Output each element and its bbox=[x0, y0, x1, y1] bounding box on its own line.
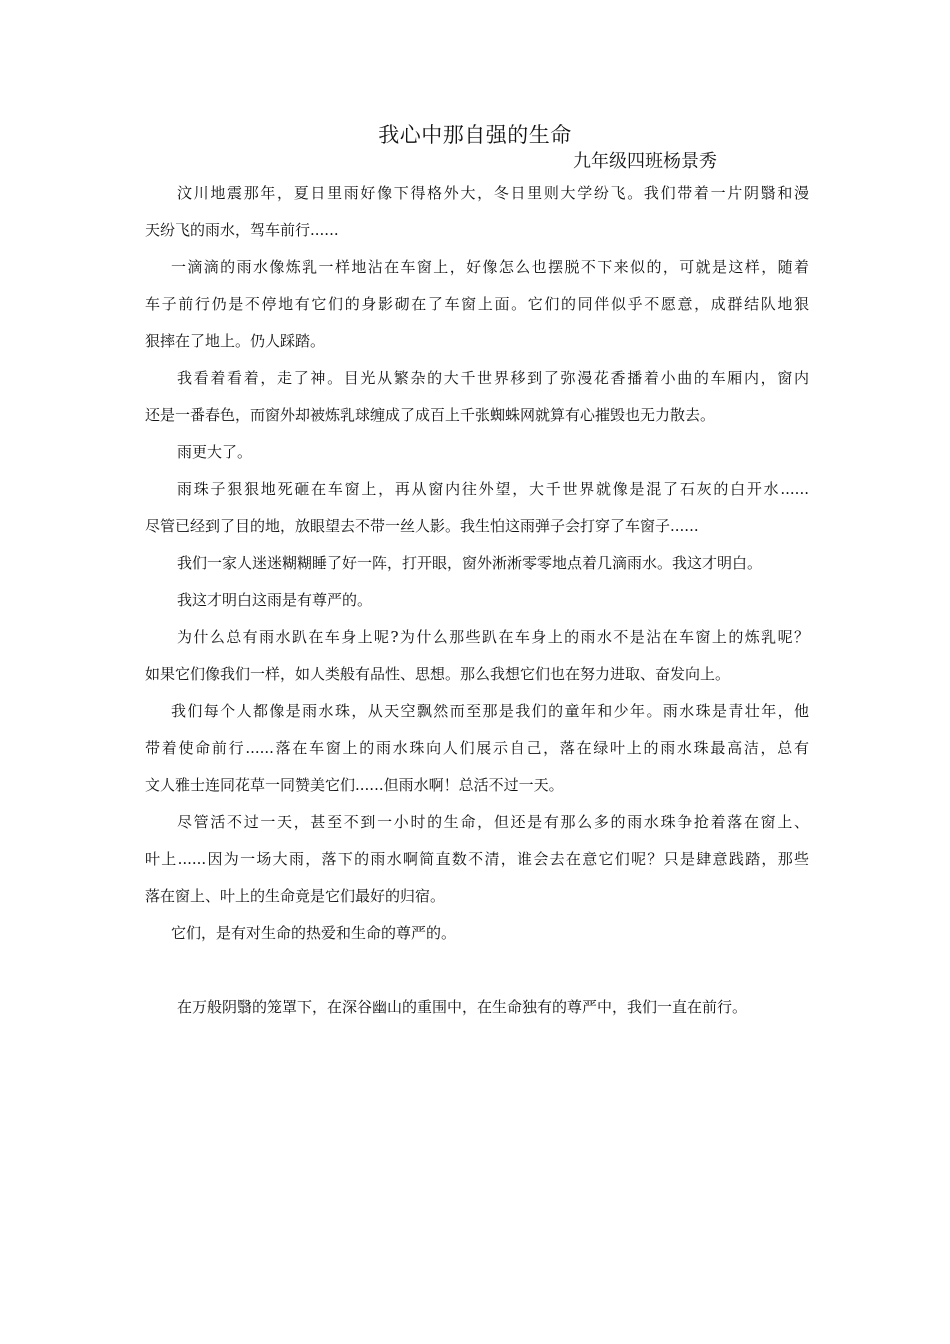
paragraph-8 bbox=[145, 619, 809, 693]
text-line: 带着使命前行......落在车窗上的雨水珠向人们展示自己，落在绿叶上的雨水珠最高洁，总有 bbox=[145, 739, 809, 757]
author-byline: 九年级四班杨景秀 bbox=[573, 151, 717, 172]
paragraph-2 bbox=[145, 249, 809, 360]
paragraph-10 bbox=[145, 804, 809, 915]
text-line: 落在窗上、叶上的生命竟是它们最好的归宿。 bbox=[145, 887, 446, 905]
text-line: 在万般阴翳的笼罩下，在深谷幽山的重围中，在生命独有的尊严中，我们一直在前行。 bbox=[177, 998, 748, 1016]
paragraph-4 bbox=[145, 434, 809, 471]
text-line: 我们每个人都像是雨水珠，从天空飘然而至那是我们的童年和少年。雨水珠是青壮年，他 bbox=[171, 702, 809, 720]
text-line: 我看着看着，走了神。目光从繁杂的大千世界移到了弥漫花香播着小曲的车厢内，窗内 bbox=[177, 369, 809, 387]
text-line: 文人雅士连同花草一同赞美它们......但雨水啊！总活不过一天。 bbox=[145, 776, 564, 794]
text-line: 车子前行仍是不停地有它们的身影砌在了车窗上面。它们的同伴似乎不愿意，成群结队地狠 bbox=[145, 295, 809, 313]
paragraph-9 bbox=[145, 693, 809, 804]
text-line: 汶川地震那年，夏日里雨好像下得格外大，冬日里则大学纷飞。我们带着一片阴翳和漫 bbox=[177, 184, 809, 202]
text-line: 一滴滴的雨水像炼乳一样地沾在车窗上，好像怎么也摆脱不下来似的，可就是这样，随着 bbox=[171, 258, 809, 276]
document-body bbox=[145, 175, 809, 1026]
text-line: 如果它们像我们一样，如人类般有品性、思想。那么我想它们也在努力进取、奋发向上。 bbox=[145, 665, 731, 683]
document-title: 我心中那自强的生命 bbox=[378, 123, 572, 147]
text-line: 狠摔在了地上。仍人踩踏。 bbox=[145, 332, 326, 350]
blank-line bbox=[145, 952, 809, 989]
paragraph-5 bbox=[145, 471, 809, 545]
text-line: 雨珠子狠狠地死砸在车窗上，再从窗内往外望，大千世界就像是混了石灰的白开水...... bbox=[177, 480, 809, 498]
text-line: 尽管已经到了目的地，放眼望去不带一丝人影。我生怕这雨弹子会打穿了车窗子...... bbox=[145, 517, 699, 535]
paragraph-1 bbox=[145, 175, 809, 249]
text-line: 为什么总有雨水趴在车身上呢?为什么那些趴在车身上的雨水不是沾在车窗上的炼乳呢？ bbox=[177, 628, 809, 646]
text-line: 我们一家人迷迷糊糊睡了好一阵，打开眼，窗外淅淅零零地点着几滴雨水。我这才明白。 bbox=[177, 554, 763, 572]
text-line: 还是一番春色，而窗外却被炼乳球缠成了成百上千张蜘蛛网就算有心摧毁也无力散去。 bbox=[145, 406, 716, 424]
paragraph-3 bbox=[145, 360, 809, 434]
paragraph-7 bbox=[145, 582, 809, 619]
text-line: 它们，是有对生命的热爱和生命的尊严的。 bbox=[171, 924, 457, 942]
text-line: 天纷飞的雨水，驾车前行...... bbox=[145, 221, 339, 239]
paragraph-6 bbox=[145, 545, 809, 582]
paragraph-11 bbox=[145, 915, 809, 952]
text-line: 雨更大了。 bbox=[177, 443, 253, 461]
text-line: 我这才明白这雨是有尊严的。 bbox=[177, 591, 373, 609]
text-line: 尽管活不过一天，甚至不到一小时的生命，但还是有那么多的雨水珠争抢着落在窗上、 bbox=[177, 813, 809, 831]
paragraph-12 bbox=[145, 989, 809, 1026]
text-line: 叶上......因为一场大雨，落下的雨水啊简直数不清，谁会去在意它们呢？只是肆意践踏，那些 bbox=[145, 850, 809, 868]
